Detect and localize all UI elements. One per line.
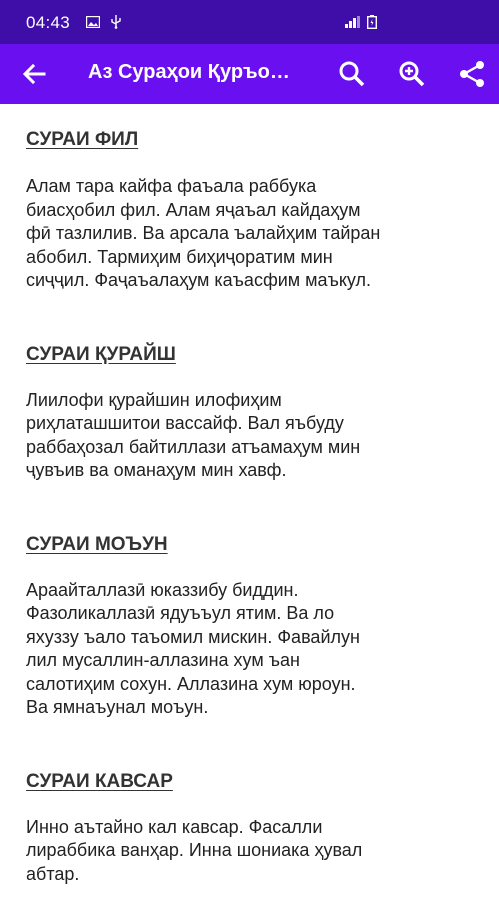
text-line: Алам тара кайфа фаъала раббука bbox=[26, 176, 317, 196]
section-text bbox=[26, 389, 476, 483]
search-button[interactable] bbox=[336, 58, 368, 90]
section-title: СУРАИ ФИЛ bbox=[26, 129, 139, 150]
text-line: риҳлаташшитои вассайф. Вал яъбуду bbox=[26, 413, 344, 433]
usb-icon bbox=[110, 15, 122, 34]
search-icon bbox=[336, 58, 368, 90]
signal-icon bbox=[345, 15, 361, 34]
status-time: 04:43 bbox=[26, 13, 71, 32]
text-line: Араайталлазӣ юказзибу биддин. bbox=[26, 579, 299, 600]
share-icon bbox=[456, 58, 488, 90]
text-line: биасҳобил фил. Алам яҷаъал кайдаҳум bbox=[26, 199, 361, 220]
section-title: СУРАИ КАВСАР bbox=[26, 770, 173, 792]
zoom-in-icon bbox=[396, 58, 428, 90]
app-bar bbox=[0, 44, 499, 104]
text-line: лираббика ванҳар. Инна шониака ҳувал bbox=[26, 840, 363, 860]
content bbox=[26, 104, 476, 886]
text-line: Лиилофи қурайшин илофиҳим bbox=[26, 389, 282, 410]
text-line: раббаҳозал байтиллази атъамаҳум мин bbox=[26, 436, 361, 457]
section-text bbox=[26, 175, 476, 293]
gallery-icon bbox=[86, 15, 100, 34]
share-button[interactable] bbox=[456, 58, 488, 90]
text-line: ҷувъив ва оманаҳум мин хавф. bbox=[26, 460, 287, 480]
status-notification-icons bbox=[86, 15, 122, 34]
section-text bbox=[26, 579, 476, 720]
zoom-in-button[interactable] bbox=[396, 58, 428, 90]
text-line: фӣ тазлилив. Ва арсала ъалайҳим тайран bbox=[26, 223, 381, 243]
app-actions bbox=[336, 58, 488, 90]
text-line: абтар. bbox=[26, 863, 80, 884]
text-line: лил мусаллин-аллазина хум ъан bbox=[26, 650, 300, 670]
section-title: СУРАИ МОЪУН bbox=[26, 533, 168, 555]
section-title: СУРАИ ҚУРАЙШ bbox=[26, 343, 176, 365]
text-line: салотиҳим сохун. Аллазина хум юроун. bbox=[26, 673, 356, 694]
section-maun bbox=[26, 533, 476, 720]
status-system-icons bbox=[345, 15, 377, 34]
app-title: Аз Сураҳои Қуръо… bbox=[88, 61, 290, 83]
back-button[interactable] bbox=[18, 58, 50, 90]
section-fil bbox=[26, 128, 476, 293]
text-line: яхуззу ъало таъомил мискин. Фавайлун bbox=[26, 626, 360, 647]
section-quraysh bbox=[26, 343, 476, 483]
section-kawsar bbox=[26, 770, 476, 887]
back-arrow-icon bbox=[18, 58, 50, 90]
text-line: Ва ямнаъунал моъун. bbox=[26, 697, 209, 717]
status-bar bbox=[0, 0, 499, 44]
text-line: Инно аътайно кал кавсар. Фасалли bbox=[26, 816, 323, 837]
battery-icon bbox=[367, 15, 377, 34]
text-line: сиҷҷил. Фаҷаъалаҳум каъасфим маъкул. bbox=[26, 270, 372, 290]
section-text bbox=[26, 816, 476, 887]
text-line: абобил. Тармиҳим биҳиҷоратим мин bbox=[26, 246, 333, 267]
text-line: Фазоликаллазӣ ядуъъул ятим. Ва ло bbox=[26, 603, 335, 623]
